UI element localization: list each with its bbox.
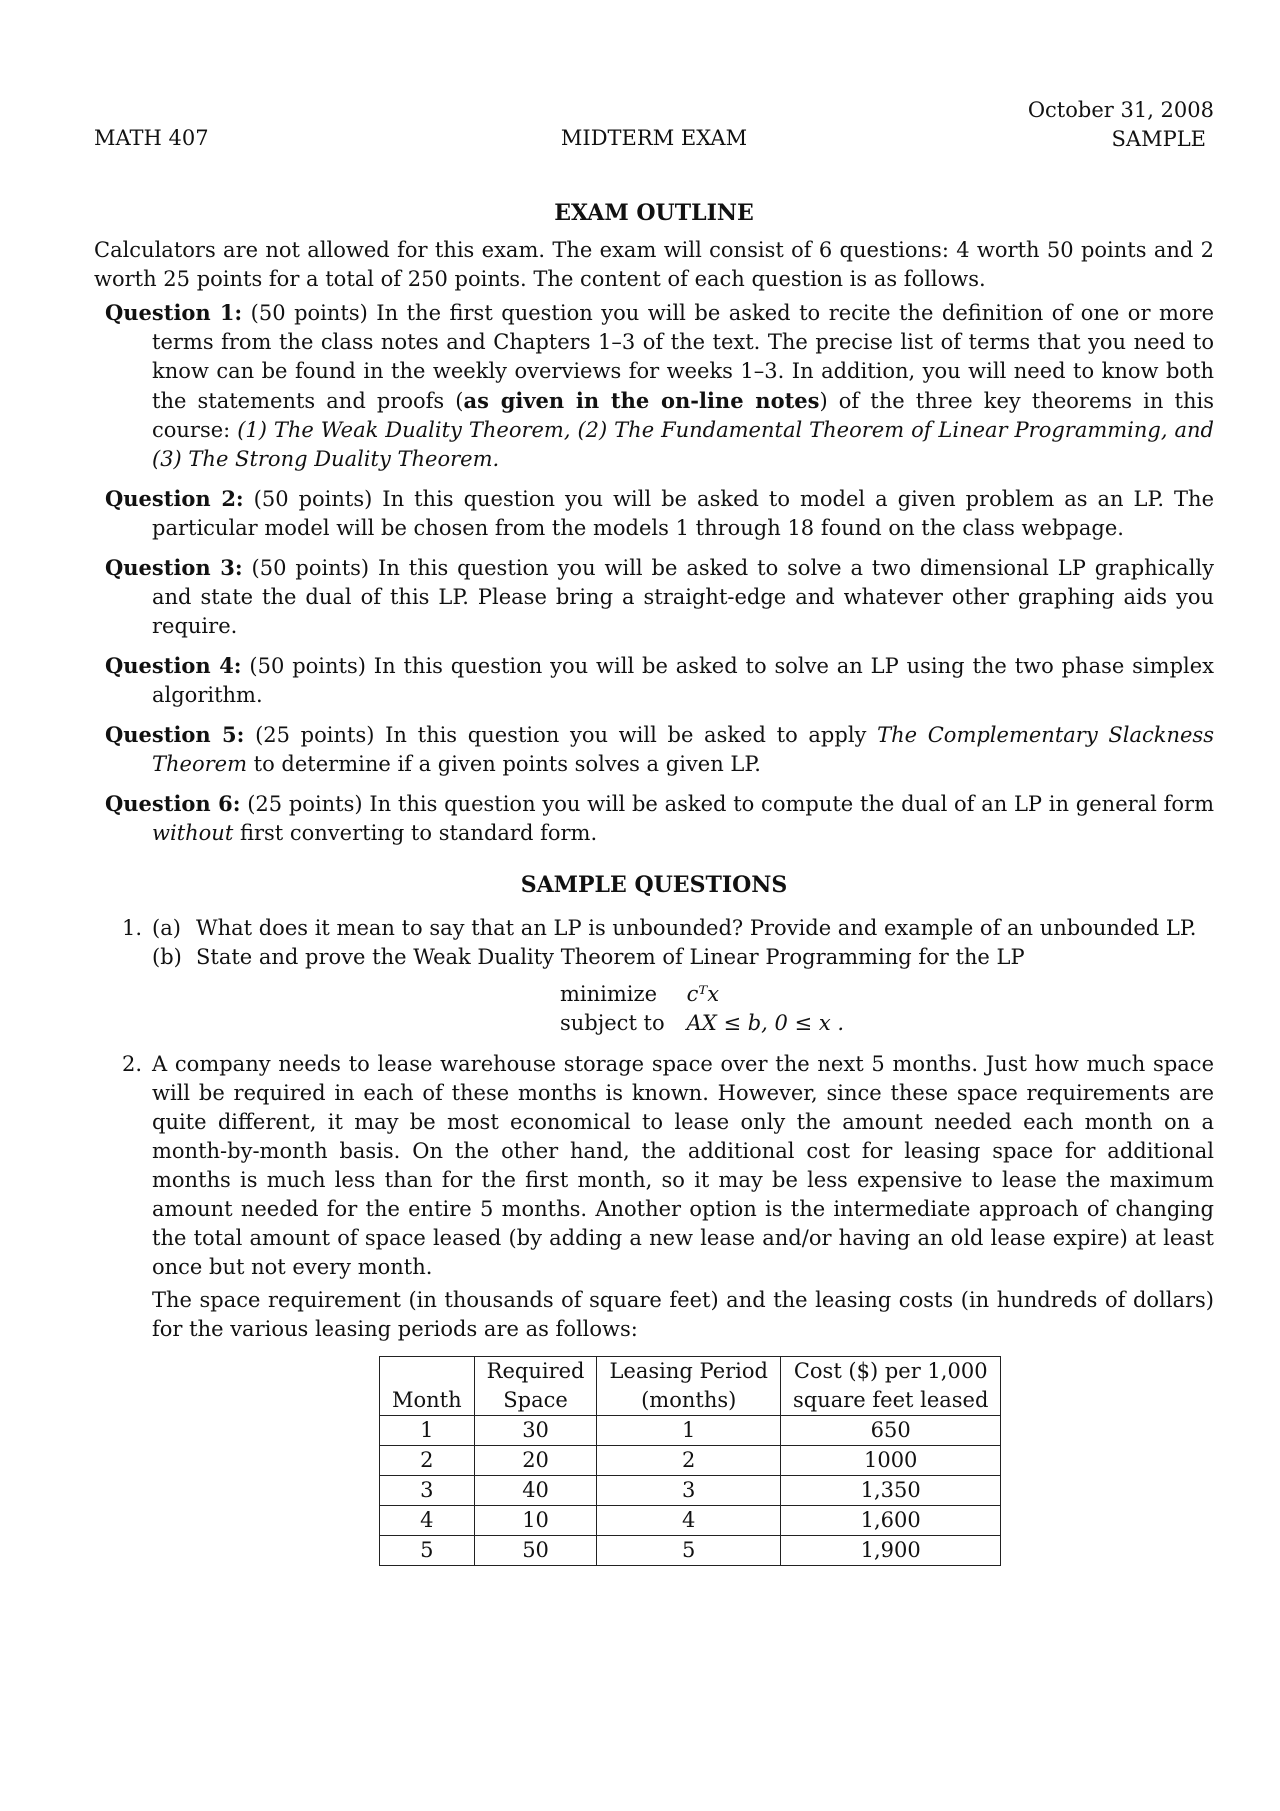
question-italic-text: The Complementary Slackness Theorem bbox=[152, 723, 1214, 776]
question-label: Question 2: bbox=[105, 486, 244, 511]
table-cell: 5 bbox=[597, 1536, 780, 1566]
question-label: Question 4: bbox=[105, 653, 242, 678]
lp-constraints: AX ≤ b, 0 ≤ x . bbox=[686, 1011, 845, 1035]
table-cell: 2 bbox=[380, 1446, 475, 1476]
samples-title: SAMPLE QUESTIONS bbox=[520, 872, 788, 898]
table-cell: 1000 bbox=[780, 1446, 1000, 1476]
table-cell: 4 bbox=[597, 1506, 780, 1536]
table-cell: 650 bbox=[780, 1416, 1000, 1446]
table-cell: 2 bbox=[597, 1446, 780, 1476]
table-cell: 1,350 bbox=[780, 1476, 1000, 1506]
table-cell: 1 bbox=[380, 1416, 475, 1446]
sub-text: State and prove the Weak Duality Theorem of Linear Programming for the LP bbox=[196, 945, 1025, 969]
sub-question-b bbox=[152, 943, 1214, 972]
question-italic-text: without bbox=[152, 821, 234, 845]
problem-text-2: The space requirement (in thousands of square feet) and the leasing costs (in hundreds of dollars) for the various leasing periods are as follows: bbox=[152, 1288, 1214, 1341]
table-cell: 5 bbox=[380, 1536, 475, 1566]
question-text: (50 points) In this question you will be asked to model a given problem as an LP. The particular model will be chosen from the models 1 through 18 found on the class webpage. bbox=[152, 487, 1214, 540]
course-name: MATH 407 bbox=[94, 126, 209, 150]
exam-date: October 31, 2008 bbox=[1027, 98, 1214, 122]
sample-label: SAMPLE bbox=[1111, 127, 1206, 151]
table-cell: 1 bbox=[597, 1416, 780, 1446]
lp-objective: cᵀx bbox=[686, 982, 720, 1006]
sample-question-1 bbox=[94, 914, 1214, 972]
lp-keyword: subject to bbox=[560, 1011, 665, 1035]
question-label: Question 6: bbox=[105, 791, 241, 816]
question-3 bbox=[94, 553, 1214, 641]
outline-intro: Calculators are not allowed for this exam. The exam will consist of 6 questions: 4 worth 50 points and 2 worth 25 points for a total of 250 points. The content of each question is as follows. bbox=[94, 238, 1214, 291]
question-2 bbox=[94, 484, 1214, 543]
question-text: (25 points) In this question you will be asked to compute the dual of an LP in general form bbox=[240, 792, 1215, 816]
question-1 bbox=[94, 298, 1214, 474]
table-row bbox=[380, 1506, 1001, 1536]
table-row bbox=[380, 1416, 1001, 1446]
question-bold-text: as given in the on-line notes bbox=[463, 388, 820, 413]
sample-question-2 bbox=[94, 1050, 1214, 1344]
table-cell: 20 bbox=[474, 1446, 597, 1476]
table-row bbox=[380, 1476, 1001, 1506]
question-5 bbox=[94, 720, 1214, 779]
question-label: Question 1: bbox=[105, 300, 243, 325]
table-cell: 4 bbox=[380, 1506, 475, 1536]
table-cell: 3 bbox=[597, 1476, 780, 1506]
table-cell: 30 bbox=[474, 1416, 597, 1446]
table-row bbox=[380, 1536, 1001, 1566]
table-header-cell: Leasing Period (months) bbox=[597, 1357, 780, 1416]
header-right bbox=[1028, 96, 1214, 154]
question-6 bbox=[94, 789, 1214, 848]
sub-question-a bbox=[152, 914, 1214, 943]
table-header-cell: Cost ($) per 1,000 square feet leased bbox=[780, 1357, 1000, 1416]
question-italic-text: (1) The Weak Duality Theorem, (2) The Fundamental Theorem of Linear Programming, and (3) The Strong Duality Theorem. bbox=[152, 418, 1214, 471]
table-header-cell: Required Space bbox=[474, 1357, 597, 1416]
item-number: 1. bbox=[122, 916, 143, 940]
leasing-table bbox=[379, 1356, 1001, 1566]
table-cell: 3 bbox=[380, 1476, 475, 1506]
problem-text: A company needs to lease warehouse storage space over the next 5 months. Just how much space will be required in each of these months is known. However, since these space requirements are quite different, it may be most economical to lease only the amount needed each month on a month-by-month basis. On the other hand, the additional cost for leasing space for additional months is much less than for the first month, so it may be less expensive to lease the maximum amount needed for the entire 5 months. Another option is the intermediate approach of changing the total amount of space leased (by adding a new lease and/or having an old lease expire) at least once but not every month. bbox=[152, 1052, 1214, 1279]
table-cell: 40 bbox=[474, 1476, 597, 1506]
table-cell: 50 bbox=[474, 1536, 597, 1566]
table-cell: 10 bbox=[474, 1506, 597, 1536]
item-number: 2. bbox=[122, 1052, 143, 1076]
question-text: (50 points) In this question you will be asked to solve a two dimensional LP graphically and state the dual of this LP. Please bring a straight-edge and whatever other graphing aids you require. bbox=[152, 556, 1215, 638]
exam-name: MIDTERM EXAM bbox=[560, 126, 748, 150]
question-text: (50 points) In this question you will be asked to solve an LP using the two phase simplex algorithm. bbox=[152, 654, 1214, 707]
sub-label: (b) bbox=[152, 945, 182, 969]
outline-title: EXAM OUTLINE bbox=[554, 200, 754, 226]
table-header-cell: Month bbox=[380, 1357, 475, 1416]
sub-text: What does it mean to say that an LP is unbounded? Provide and example of an unbounded LP. bbox=[196, 916, 1197, 940]
question-4 bbox=[94, 651, 1214, 710]
question-label: Question 3: bbox=[105, 555, 243, 580]
page-header bbox=[94, 96, 1214, 160]
table-row bbox=[380, 1446, 1001, 1476]
lp-formulation bbox=[94, 980, 1214, 1038]
question-text: to determine if a given points solves a given LP. bbox=[246, 752, 761, 776]
exam-page bbox=[94, 96, 1214, 1566]
question-text: first converting to standard form. bbox=[233, 821, 598, 845]
table-header-row bbox=[380, 1357, 1001, 1416]
table-cell: 1,600 bbox=[780, 1506, 1000, 1536]
question-label: Question 5: bbox=[105, 722, 245, 747]
question-text: (25 points) In this question you will be asked to apply bbox=[244, 723, 878, 747]
question-text: (50 points) In the first question you will be asked to recite the definition of one or more terms from the class notes and Chapters 1–3 of the text. The precise list of terms that you need to know can be found in the weekly overviews for weeks 1–3. In addition, you will need to know both the statements and proofs ( bbox=[152, 301, 1214, 413]
question-text: ) of the three key theorems in this course: bbox=[152, 389, 1214, 442]
table-cell: 1,900 bbox=[780, 1536, 1000, 1566]
lp-keyword: minimize bbox=[560, 982, 657, 1006]
sub-label: (a) bbox=[152, 916, 181, 940]
